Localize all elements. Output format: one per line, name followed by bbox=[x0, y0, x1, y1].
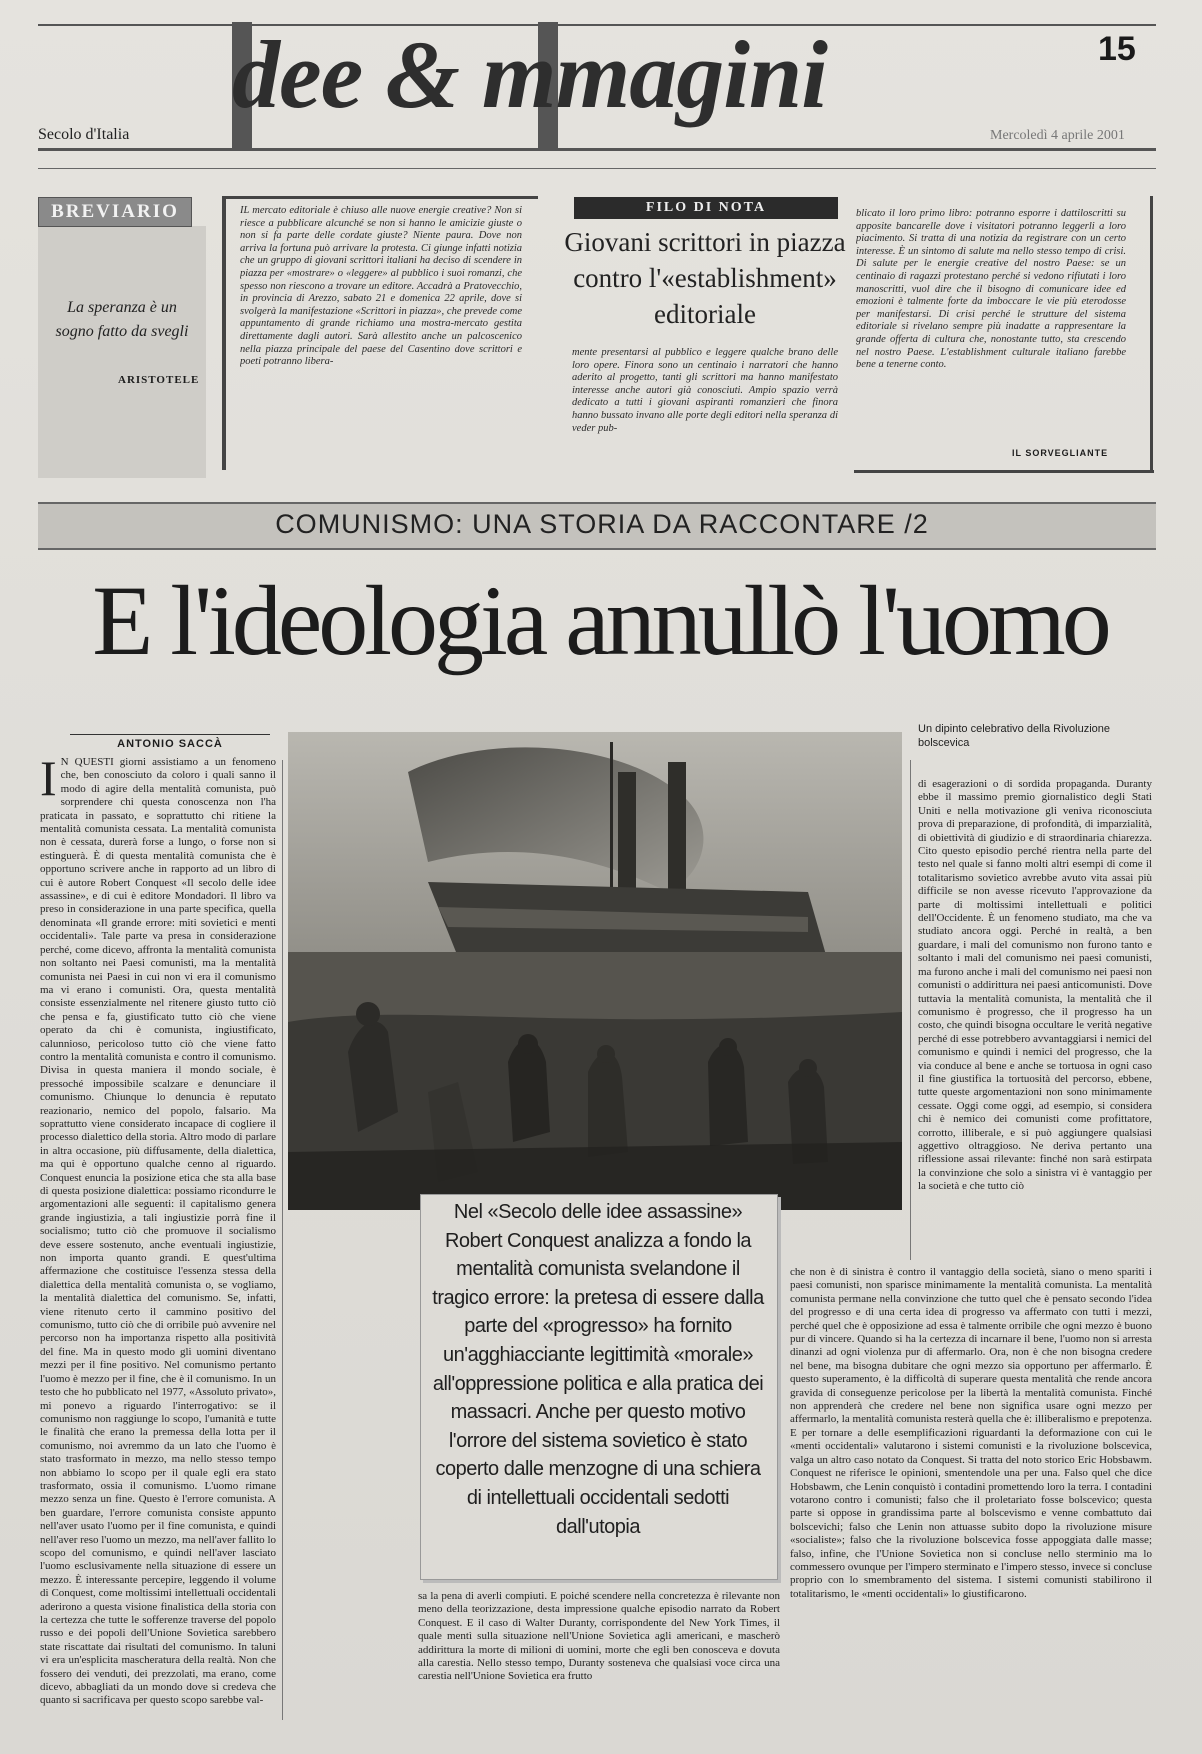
breviario-author: ARISTOTELE bbox=[118, 374, 200, 386]
page-number: 15 bbox=[1098, 30, 1136, 68]
signature: IL SORVEGLIANTE bbox=[1012, 448, 1109, 458]
revolution-painting bbox=[288, 732, 902, 1210]
byline: ANTONIO SACCÀ bbox=[70, 734, 270, 750]
breviario-label: BREVIARIO bbox=[38, 197, 192, 227]
article-column-2: sa la pena di averli compiuti. E poiché scendere nella concretezza è rilevante non meno della teorizzazione, desta impressione qualche episodio narrato da Robert Conquest. E il caso di Walter Duranty, corrispondente del New York Times, il quale mentì sulla situazione nell'Unione Sovietica agli americani, e mascherò addirittura la morte di milioni di uomini, morte che egli ben conosceva e dovuta alla carestia. Nello stesso tempo, Duranty sosteneva che qualsiasi voce circa una carestia nell'Unione Sovietica era frutto bbox=[418, 1590, 780, 1683]
column-rule-1 bbox=[282, 760, 283, 1720]
filo-column-3: blicato il loro primo libro: potranno esporre i dattiloscritti su apposite bancarelle dove i visitatori potranno leggerli a loro piacimento. Si tratta di una notizia da registrare con un certo interesse. È un sintomo di salute ma nello stesso tempo di crisi. Di salute per le energie creative del nostro Paese: se un centinaio di ragazzi protestano perché si vedono rifiutati i loro manoscritti, vuol dire che il bisogno di comunicare idee ed emozioni è talmente forte da imboccare le vie più eterodosse per manifestarsi. Di crisi perché le strutture del sistema editoriale si rivelano sempre più inadatte a rappresentare la grande offerta di cultura che, nonostante tutto, sta crescendo nel nostro Paese. L'establishment culturale italiano farebbe bene a tenerne conto. bbox=[856, 208, 1126, 371]
masthead-rule bbox=[38, 148, 1156, 151]
dateline: Mercoledì 4 aprile 2001 bbox=[990, 128, 1125, 143]
dropcap: I bbox=[40, 756, 57, 806]
series-title: COMUNISMO: UNA STORIA DA RACCONTARE /2 bbox=[275, 509, 929, 539]
breviario-quote: La speranza è un sogno fatto da svegli bbox=[55, 299, 189, 340]
filo-left-rule bbox=[222, 196, 226, 470]
painting-illustration bbox=[288, 732, 902, 1210]
breviario-box bbox=[38, 226, 206, 478]
article-column-3: di esagerazioni o di sordida propaganda. Duranty ebbe il massimo premio giornalistico degli Stati Uniti e nella motivazione gli veniva riconosciuta prova di preparazione, di profondità, di imparzialità, di obiettività di giudizio e di straordinaria chiarezza. Cito questo episodio perché rientra nella parte del testo nel quale si fanno molti altri esempi di come il totalitarismo sovietico avrebbe avuto vita assai più difficile se non avesse ricevuto l'approvazione da parte di moltissimi intellettuali e politici dell'Occidente. È un fenomeno studiato, ma che va studiato ancora oggi. Perché in realtà, a ben guardare, i mali del comunismo non furono tanto e soltanto i mali del comunismo nei paesi comunisti, ma furono anche i mali del comunismo nei paesi non comunisti o addirittura nei paesi anticomunisti. Dove tuttavia la mentalità comunista, la mentalità che il comunismo è progresso, che il progresso ha un costo, che quindi bisogna occultare le verità negative perché di esse potrebbero avvantaggiarsi i nemici del comunismo e quindi i nemici del progresso, che la via conduce al bene e anche se tortuosa in ogni caso il fine giustifica la tortuosità del percorso, ebbene, tutte queste argomentazioni non sono minimamente cessate. Oggi come oggi, ad esempio, si considera chi è nemico dei comunisti come profittatore, corrotto, illiberale, e si può aggiungere qualsiasi aggettivo oltraggioso. Ne deriva pertanto una riflessione assai rilevante: finché non sarà estirpata la convinzione che solo a sinistra vi è vantaggio per la società e che tutto ciò bbox=[918, 778, 1152, 1193]
filo-label: FILO DI NOTA bbox=[574, 197, 838, 219]
filo-column-2: mente presentarsi al pubblico e leggere qualche brano delle loro opere. Finora sono un centinaio i narratori che hanno aderito al progetto, tanti gli scrittori ma hanno manifestato interesse anche autori già conosciuti. Ampio spazio verrà dedicato a tutti i giovani aspiranti romanzieri che finora hanno bussato invano alle porte degli editori nella speranza di veder pub- bbox=[572, 347, 838, 434]
filo-top-rule bbox=[222, 196, 538, 199]
photo-caption: Un dipinto celebrativo della Rivoluzione bolscevica bbox=[918, 723, 1111, 749]
filo-bottom-rule bbox=[854, 470, 1154, 473]
headline: E l'ideologia annullò l'uomo bbox=[92, 565, 1108, 676]
section-title: dee & mmagini bbox=[232, 21, 827, 128]
masthead-thin-rule bbox=[38, 168, 1156, 169]
filo-column-1: IL mercato editoriale è chiuso alle nuove energie creative? Non si riesce a pubblicare alcunché se non si hanno le amicizie giuste o non si fa parte delle cordate giuste? Niente paura. Dove non arriva la fortuna può arrivare la protesta. Ci giunge infatti notizia che un gruppo di giovani scrittori italiani ha deciso di scendere in piazza per «mostrare» o «leggere» al pubblico i suoi romanzi, che spesso non riescono a trovare un editore. Accadrà a Pratovecchio, in provincia di Arezzo, sabato 21 e domenica 22 aprile, dove si svolgerà la manifestazione «Scrittori in piazza», che prevede come appuntamento di grande richiamo una mostra-mercato gestita direttamente dagli autori. Sarà allestito anche un palcoscenico nella piazza principale del paese del Casentino dove scrittori e poeti potranno libera- bbox=[240, 205, 522, 368]
article-column-1-text: N QUESTI giorni assistiamo a un fenomeno che, ben conosciuto da coloro i quali sanno il modo di agire della mentalità comunista, può sorprendere chi questa conoscenza non l'ha praticata in passato, e soprattutto chi ritiene la mentalità comunista cessata. La mentalità comunista non è cessata, durerà forse a lungo, o forse non si estinguerà. È di questa mentalità comunista che è opportuno scrivere anche in rapporto ad un libro di cui è autore Robert Conquest «Il secolo delle idee assassine», e di cui è editore Mondadori. Il libro va preso in considerazione in una parte specifica, quella denominata «Il grande errore: miti sovietici e menti occidentali». Tale parte va presa in considerazione perché, come dicevo, affronta la mentalità comunista non soltanto nei Paesi comunisti, ma la mentalità comunista nei Paesi in cui non vi era il comunismo ma vi erano i comunisti. Ora, questa mentalità consiste essenzialmente nel ritenere giusto tutto ciò che pensa e fa, giustificato tutto ciò che viene operato da chi è comunista, ingiustificato, calunnioso, pericoloso tutto ciò che viene fatto contro la mentalità comunista e contro il comunismo. Divisa in questa maniera il mondo sociale, è pressoché impossibile scalzare e denunciare il comunismo. Chiunque lo denuncia è reputato reazionario, nemico del popolo, falsario. Ma soprattutto viene considerato incapace di cogliere il processo dialettico della storia. Altro modo di parlare in altra occasione, più diffusamente, della dialettica, ma qui è opportuno qualche cenno al riguardo. Conquest enuncia la posizione etica che sta alla base di questa posizione dialettica: possiamo ricondurre le argomentazioni alle seguenti: il capitalismo genera grande ingiustizia, a tali ingiustizie porrà fine il socialismo; tutto ciò che promuove il socialismo deve essere sostenuto, anche eventuali ingiustizie, non importa quanto grandi. E quest'ultima affermazione che costituisce l'essenza stessa della dialettica della mentalità comunista o, se vogliamo, la mentalità dialettica del comunismo. Se, infatti, viene ritenuto certo il cammino positivo del comunismo, tutto ciò che di orribile può avvenire nel percorso non ha importanza rispetto alla positività del fine. Ma in questo modo gli uomini diventano mezzi per il fine positivo. Nel comunismo pertanto l'uomo è mezzo per il fine, che è il comunismo. In un testo che ho pubblicato nel 1977, «Assoluto privato», mi ponevo a riguardo l'interrogativo: se il comunismo non raggiunge lo scopo, l'umanità e tutte le finalità che erano la premessa della lotta per il comunismo, noi avremmo da un lato che l'uomo è stato trasformato in mezzo, ma nello stesso tempo non abbiamo lo scopo per il quale egli era stato trasformato, ossia il comunismo. L'uomo rimane mezzo senza un fine. Questo è l'errore comunista. A ben guardare, l'errore comunista consiste appunto nell'aver usato l'uomo per il fine comunista, e quindi nell'aver reso l'uomo un mezzo, ma nell'aver fallito lo scopo del comunismo, e quindi nell'aver lasciato l'uomo esclusivamente nella situazione di essere un mezzo. È interessante percepire, leggendo il volume di Conquest, come moltissimi intellettuali occidentali aderirono a questa visione finalistica della storia con la certezza che tutte le sofferenze traverse del popolo russo e dei popoli dell'Unione Sovietica sarebbero state riscattate dai risultati del comunismo. In taluni vi era un'esplicita mascheratura della realtà. Non che fossero dei venduti, dei prezzolati, ma erano, come dicevo, abbagliati da un mondo dove si credeva che quanto si sacrificava per questo scopo sarebbe val- bbox=[40, 756, 276, 1707]
filo-right-rule bbox=[1150, 196, 1153, 473]
article-column-1 bbox=[40, 756, 276, 1720]
pullquote: Nel «Secolo delle idee assassine» Robert Conquest analizza a fondo la mentalità comunista svelandone il tragico errore: la pretesa di essere dalla parte del «progresso» ha fornito un'agghiacciante legittimità «morale» all'oppressione politica e alla pratica dei massacri. Anche per questo motivo l'orrore del sistema sovietico è stato coperto dalle menzogne di una schiera di intellettuali occidentali sedotti dall'utopia bbox=[432, 1201, 764, 1538]
column-rule-2 bbox=[910, 760, 911, 1260]
filo-title: Giovani scrittori in piazza contro l'«establishment» editoriale bbox=[564, 227, 846, 329]
paper-name: Secolo d'Italia bbox=[38, 126, 130, 143]
article-column-4: che non è di sinistra è contro il vantaggio della società, siano o meno spariti i paesi comunisti, non spariscе minimamente la mentalità comunista. La mentalità comunista permane nella convinzione che tutto quel che è pensato secondo l'idea del progresso e di una certa idea di progresso va affermato con tutti i mezzi, perché quel che è opposizione ad essa è talmente orribile che ogni mezzo è buono pur di vincere. Quando si ha la certezza di incarnare il bene, l'uomo non si arresta dinanzi ad ogni violenza pur di affermarlo. Ora, non è che non bisogna credere nel bene, ma bisogna dubitare che ogni mezzo sia opportuno per affermarlo. È questo superamento, è la difficoltà di superare questa mentalità che rende ancora gravida di conseguenze pericolose per la libertà la mentalità comunista. Finché non apprenderà che credere nel bene non significa usare ogni mezzo per affermarlo, la mentalità comunista resterà quella che è: illiberalismo e prepotenza. E per tornare a delle esemplificazioni riguardanti la deformazione con cui le «menti occidentali» valutarono i sistemi comunisti e la rivoluzione bolscevica, valga un altro caso notato da Conquest. Si tratta del noto storico Eric Hobsbawm. Conquest ne riferisce le opinioni, smentendole una per una. Falso quel che dice Hobsbawm, che Lenin conquistò i contadini promettendo loro la terra. I contadini votarono contro i comunisti; falso che il proletariato fosse bolscevico; questa parte si oppose in grandissima parte al bolscevismo e venne combattuto dai bolscevichi; falso che Lenin non attuasse subito dopo la rivoluzione misure «socialiste»; falso che la rivoluzione bolscevica fosse appoggiata dalle masse; falso, infine, che l'Unione Sovietica non si concluse nello sterminio ma lo commessero ovunque per l'impero sterminato e l'impero stesso, invece si concluse proprio con lo smembramento del sistema. I sistemi comunisti stabilirono il totalitarismo, le «menti occidentali» lo giustificarono. bbox=[790, 1266, 1152, 1600]
